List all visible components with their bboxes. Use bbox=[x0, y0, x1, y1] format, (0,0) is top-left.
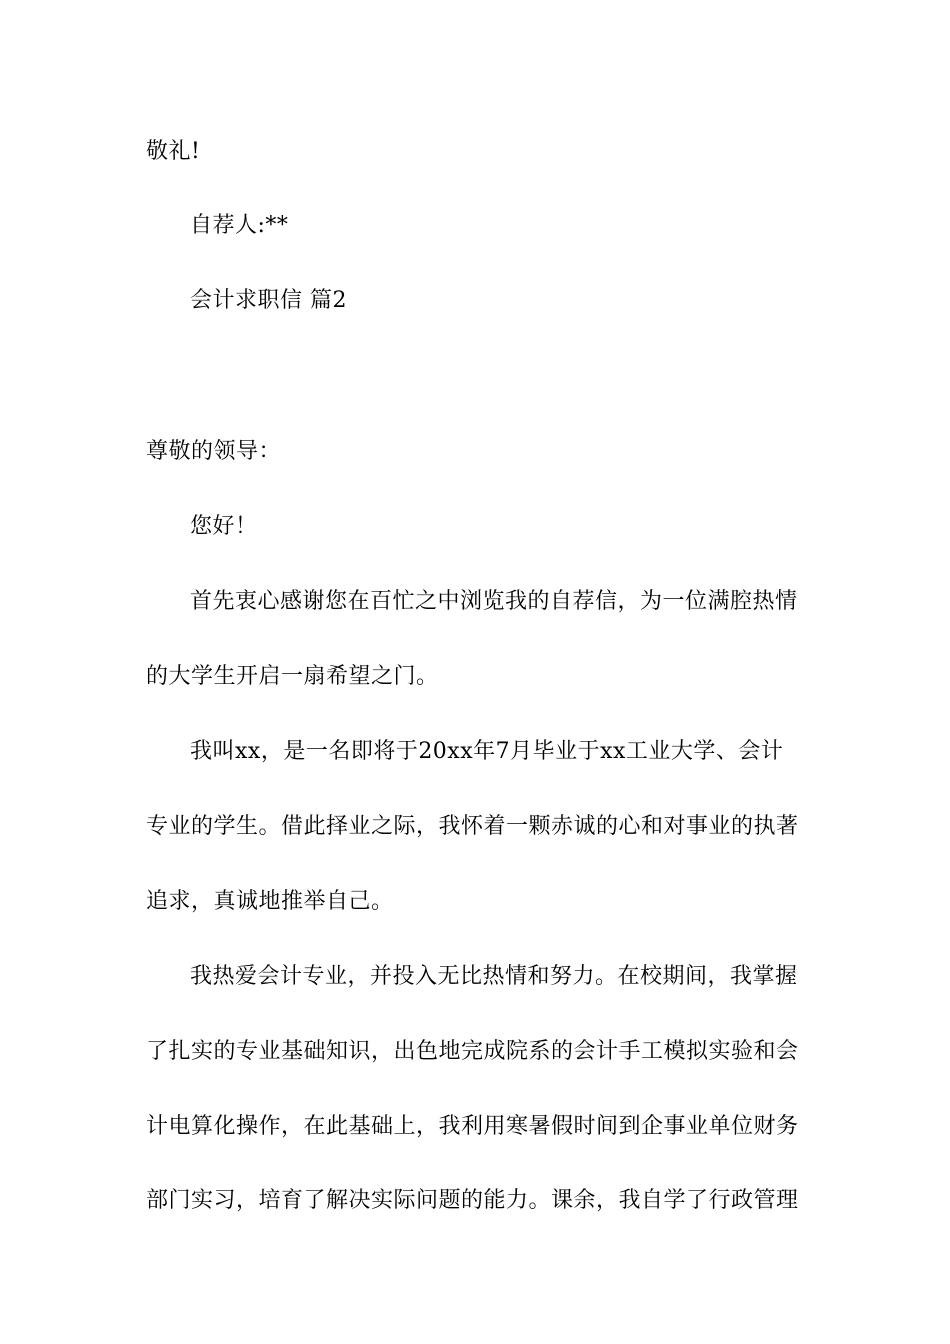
paragraph-line: 我叫xx，是一名即将于20xx年7月毕业于xx工业大学、会计 bbox=[190, 739, 784, 764]
paragraph-line: 的大学生开启一扇希望之门。 bbox=[146, 664, 439, 689]
paragraph-line: 专业的学生。借此择业之际，我怀着一颗赤诚的心和对事业的执著 bbox=[146, 814, 799, 839]
paragraph-line: 追求，真诚地推举自己。 bbox=[146, 889, 394, 914]
paragraph-line: 了扎实的专业基础知识，出色地完成院系的会计手工模拟实验和会 bbox=[146, 1039, 799, 1064]
section-heading: 会计求职信 篇2 bbox=[190, 288, 347, 313]
signature-line: 自荐人:** bbox=[190, 213, 289, 238]
closing-salutation: 敬礼! bbox=[146, 139, 201, 164]
paragraph-line: 部门实习，培育了解决实际问题的能力。课余，我自学了行政管理 bbox=[146, 1188, 799, 1213]
paragraph-line: 我热爱会计专业，并投入无比热情和努力。在校期间，我掌握 bbox=[190, 964, 798, 989]
greeting-line: 尊敬的领导： bbox=[146, 439, 282, 464]
greeting-hello: 您好！ bbox=[190, 514, 258, 539]
paragraph-line: 首先衷心感谢您在百忙之中浏览我的自荐信，为一位满腔热情 bbox=[190, 589, 798, 614]
paragraph-line: 计电算化操作，在此基础上，我利用寒暑假时间到企事业单位财务 bbox=[146, 1114, 799, 1139]
